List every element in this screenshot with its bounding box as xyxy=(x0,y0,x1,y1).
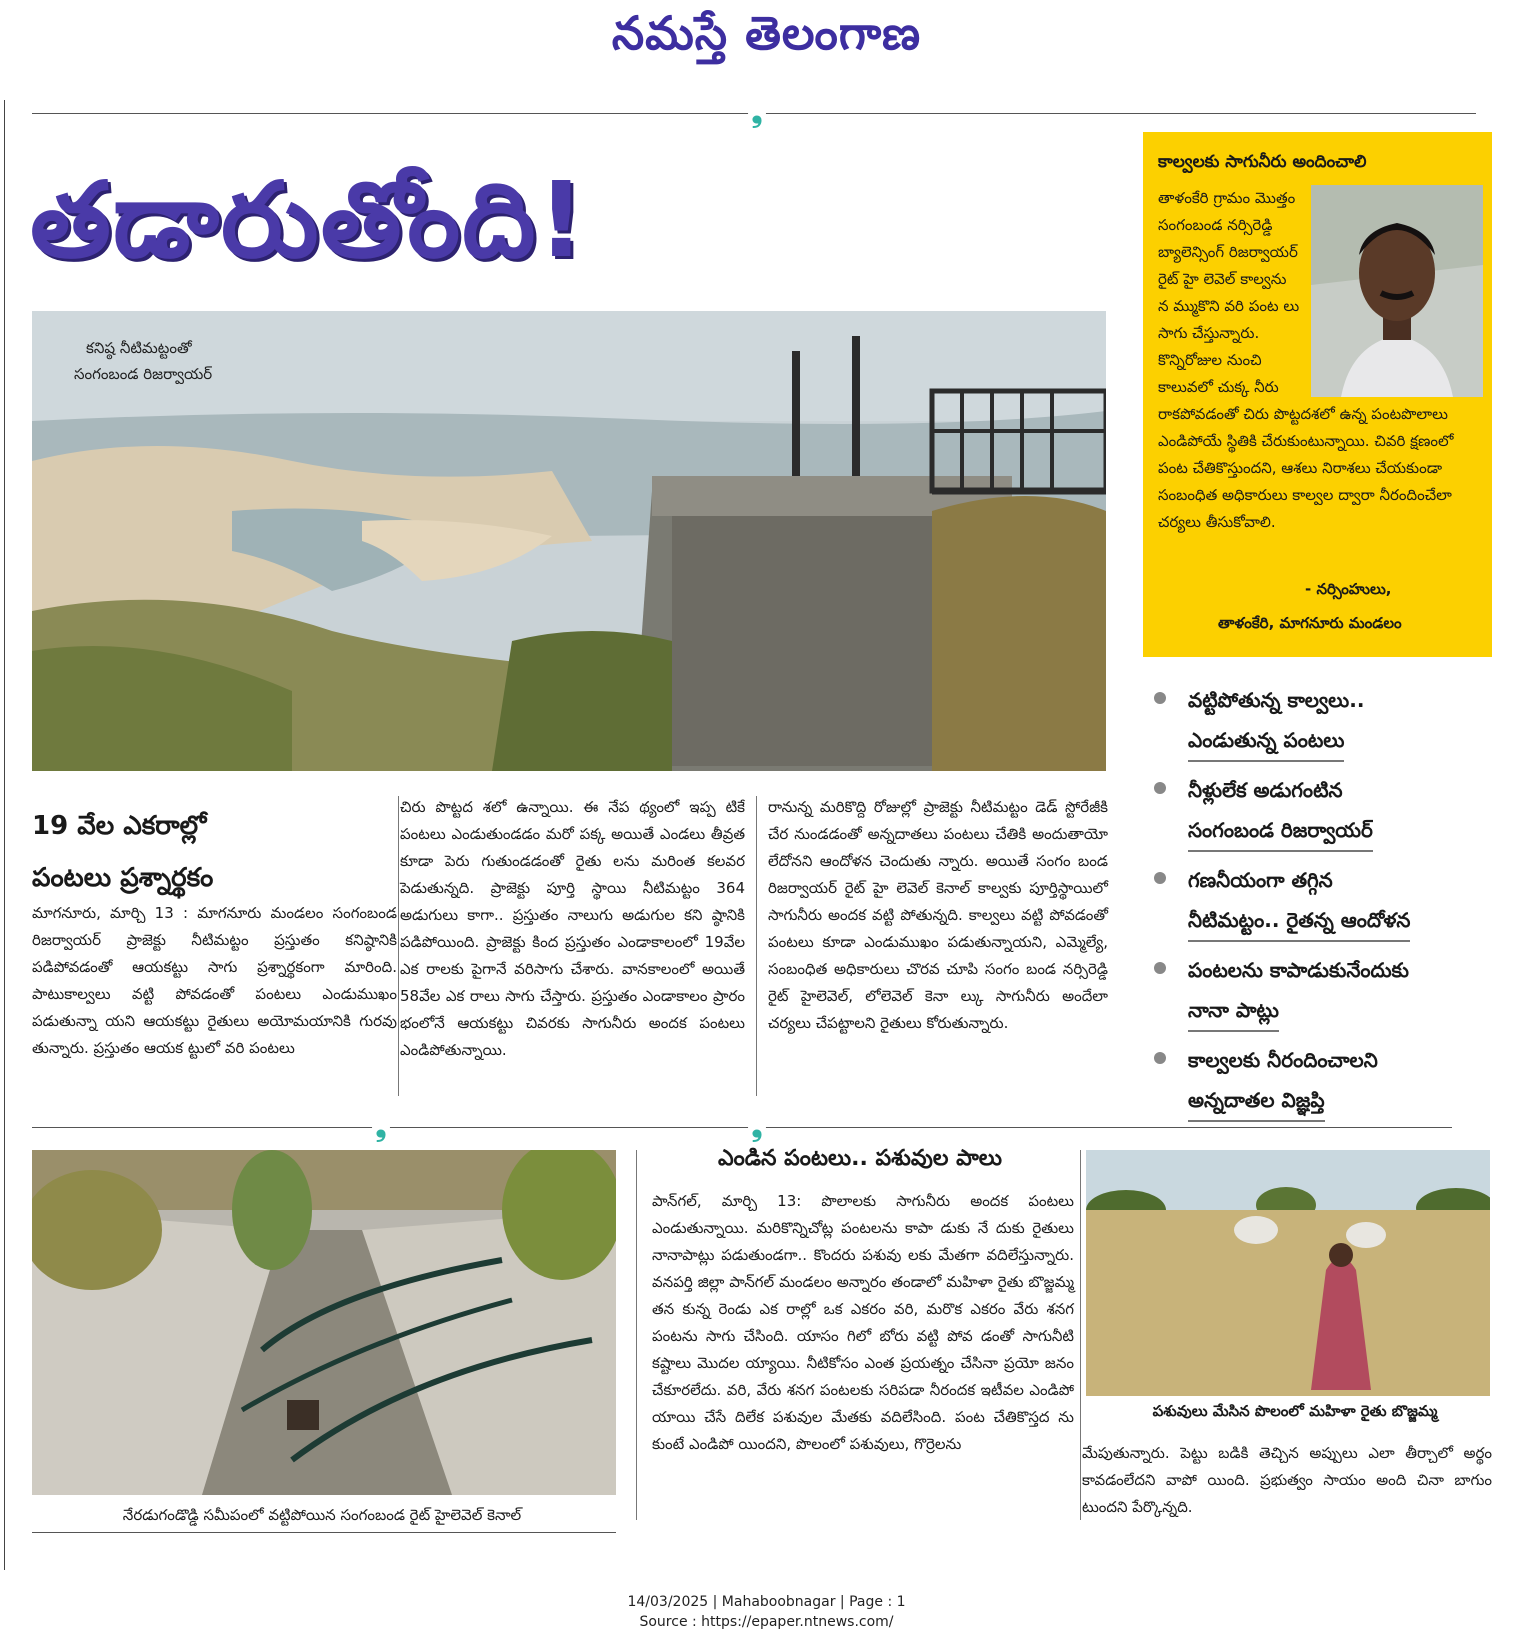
bullet-icon xyxy=(1154,962,1166,974)
farmer-field-caption: పశువులు మేసిన పొలంలో మహిళా రైతు బొజ్జమ్మ xyxy=(1152,1402,1438,1420)
bullet-icon xyxy=(1154,692,1166,704)
bullet-icon xyxy=(1154,782,1166,794)
subheading-line1: 19 వేల ఎకరాల్లో xyxy=(32,811,207,841)
highlight-item xyxy=(1148,1040,1488,1122)
highlight-line: నీటిమట్టం.. రైతన్న ఆందోళన xyxy=(1188,900,1410,942)
highlight-line: పంటలను కాపాడుకునేందుకు xyxy=(1188,958,1409,982)
farmer-name: - నర్సింహులు, xyxy=(1305,580,1392,598)
farmer-quote-text: తాళంకేరి గ్రామం మొత్తం సంగంబండ నర్సిరెడ్డి బ్యాలెన్సింగ్ రిజర్వాయర్ రైట్ హై లెవెల్ కాల్వను న మ్ముకొని వరి పంట లు సాగు చేస్తున్నారు. కొన్నిరోజుల నుంచి కాలువలో చుక్క నీరు రాకపోవడంతో చిరు పొట్టదశలో ఉన్న పంటపొలాలు ఎండిపోయే స్థితికి చేరుకుంటున్నాయి. చివరి క్షణంలో పంట చేతికొస్తుందని, ఆశలు నిరాశలు చేయకుండా సంబంధిత అధికారులు కాల్వల ద్వారా నీరందించేలా చర్యలు తీసుకోవాలి. xyxy=(1158,189,1454,531)
column-divider xyxy=(1080,1150,1081,1520)
article-column-1: మాగనూరు, మార్చి 13 : మాగనూరు మండలం సంగంబండ రిజర్వాయర్ ప్రాజెక్టు నీటిమట్టం ప్రస్తుతం కనిష్ఠానికి పడిపోవడంతో ఆయకట్టు సాగు ప్రశ్నార్థకంగా మారింది. పాటుకాల్వలు వట్టి పోవడంతో పంటలు ఎండుముఖం పడుతున్నా యని ఆయకట్టు రైతులు అయోమయానికి గురవు తున్నారు. ప్రస్తుతం ఆయక ట్టులో వరి పంటలు xyxy=(32,904,397,1057)
story3-body: మేపుతున్నారు. పెట్టు బడికి తెచ్చిన అప్పులు ఎలా తీర్చాలో అర్థం కావడంలేదని వాపో యింది. ప్రభుత్వం సాయం అంది చినా బాగుం టుందని పేర్కొన్నది. xyxy=(1082,1444,1492,1516)
section-divider xyxy=(32,1127,1452,1128)
farmer-field-photo xyxy=(1086,1150,1490,1396)
farmer-quote-title: కాల్వలకు సాగునీరు అందించాలి xyxy=(1158,152,1367,172)
highlight-line: కాల్వలకు నీరందించాలని xyxy=(1188,1048,1378,1072)
quote-icon: ❟ xyxy=(372,1118,390,1136)
quote-icon: ❟ xyxy=(748,1118,766,1136)
left-border xyxy=(4,100,5,1570)
masthead-logo: నమస్తే తెలంగాణ xyxy=(611,6,922,60)
highlights-list xyxy=(1148,680,1488,1130)
highlight-line: నానా పాట్లు xyxy=(1188,990,1279,1032)
farmer-place: తాళంకేరి, మాగనూరు మండలం xyxy=(1218,614,1402,632)
column-divider xyxy=(756,796,757,1096)
quote-icon: ❟ xyxy=(748,104,766,122)
highlight-item xyxy=(1148,770,1488,852)
highlight-line: ఎండుతున్న పంటలు xyxy=(1188,720,1344,762)
story2-title: ఎండిన పంటలు.. పశువుల పాలు xyxy=(717,1146,1002,1171)
farmer-portrait xyxy=(1311,185,1483,397)
photo-caption-line2: సంగంబండ రిజర్వాయర్ xyxy=(74,365,213,383)
highlight-line: అన్నదాతల విజ్ఞప్తి xyxy=(1188,1080,1325,1122)
column-divider xyxy=(636,1150,637,1520)
highlight-line: నీళ్లులేక అడుగంటిన xyxy=(1188,778,1343,802)
story2-body: పాన్‌గల్, మార్చి 13: పొలాలకు సాగునీరు అందక పంటలు ఎండుతున్నాయి. మరికొన్నిచోట్ల పంటలను కాపా డుకు నే దుకు రైతులు నానాపాట్లు పడుతుండగా.. కొందరు పశువు లకు మేతగా వదిలేస్తున్నారు. వనపర్తి జిల్లా పాన్‌గల్ మండలం అన్నారం తండాలో మహిళా రైతు బొజ్జమ్మ తన కున్న రెండు ఎక రాల్లో ఒక ఎకరం వరి, మరొక ఎకరం వేరు శనగ పంటను సాగు చేసింది. యాసం గిలో బోరు వట్టి పోవ డంతో సాగునీటి కష్టాలు మొదల య్యాయి. నీటికోసం ఎంత ప్రయత్నం చేసినా ప్రయో జనం చేకూరలేదు. వరి, వేరు శనగ పంటలకు సరిపడా నీరందక ఇటీవల ఎండిపో యాయి చేసే దిలేక పశువుల మేతకు వదిలేసింది. పంట చేతికొస్తద ను కుంటే ఎండిపో యిందని, పొలంలో పశువులు, గొర్రెలను xyxy=(652,1192,1074,1453)
caption-rule xyxy=(32,1532,616,1533)
farmer-quote-body xyxy=(1158,185,1483,536)
article-column-2: చిరు పొట్టద శలో ఉన్నాయి. ఈ నేప థ్యంలో ఇప్ప టికే పంటలు ఎండుతుండడం మరో పక్క అయితే ఎండలు తీవ్రత కూడా పెరు గుతుండడంతో రైతు లను మరింత కలవర పెడుతున్నది. ప్రాజెక్టు పూర్తి స్థాయి నీటిమట్టం 364 అడుగులు కాగా.. ప్రస్తుతం నాలుగు అడుగుల కని ష్ఠానికి పడిపోయింది. ప్రాజెక్టు కింద ప్రస్తుతం ఎండాకాలంలో 19వేల ఎక రాలకు పైగానే వరిసాగు చేశారు. వానకాలంలో అయితే 58వేల ఎక రాలు సాగు చేస్తారు. ప్రస్తుతం ఎండాకాలం ప్రారం భంలోనే ఆయకట్టు చివరకు సాగునీరు అందక పంటలు ఎండిపోతున్నాయి. xyxy=(400,798,745,1059)
bullet-icon xyxy=(1154,1052,1166,1064)
footer-edition: 14/03/2025 | Mahaboobnagar | Page : 1 xyxy=(627,1594,906,1610)
canal-photo-caption: నేరడుగండొడ్డి సమీపంలో వట్టిపోయిన సంగంబండ రైట్ హైలెవెల్ కెనాల్ xyxy=(122,1506,522,1524)
highlight-item xyxy=(1148,680,1488,762)
article-column-3: రానున్న మరికొద్ది రోజుల్లో ప్రాజెక్టు నీటిమట్టం డెడ్ స్టోరేజీకి చేర నుండడంతో అన్నదాతలు పంటలు చేతికి అందుతాయో లేదోనని ఆందోళన చెందుతు న్నారు. అయితే సంగం బండ రిజర్వాయర్ రైట్ హై లెవెల్ కెనాల్ కాల్వకు పూర్తిస్థాయిలో సాగునీరు అందక వట్టి పోతున్నది. కాల్వలు వట్టి పోవడంతో పంటలు కూడా ఎండుముఖం పడుతున్నాయని, ఎమ్మెల్యే, సంబంధిత అధికారులు చొరవ చూపి సంగం బండ నర్సిరెడ్డి రైట్ హైలెవెల్, లోలెవెల్ కెనా ల్కు సాగునీరు అందేలా చర్యలు చేపట్టాలని రైతులు కోరుతున్నారు. xyxy=(768,798,1108,1032)
subheading-line2: పంటలు ప్రశ్నార్థకం xyxy=(32,863,214,893)
photo-caption-line1: కనిష్ఠ నీటిమట్టంతో xyxy=(86,339,192,357)
canal-photo xyxy=(32,1150,616,1495)
highlight-line: సంగంబండ రిజర్వాయర్ xyxy=(1188,810,1373,852)
headline: తడారుతోంది! xyxy=(30,159,587,281)
footer-source: Source : https://epaper.ntnews.com/ xyxy=(639,1614,894,1630)
highlight-item xyxy=(1148,950,1488,1032)
column-divider xyxy=(398,796,399,1096)
article-subheading xyxy=(32,800,397,904)
highlight-line: వట్టిపోతున్న కాల్వలు.. xyxy=(1188,688,1365,712)
highlight-item xyxy=(1148,860,1488,942)
highlight-line: గణనీయంగా తగ్గిన xyxy=(1188,868,1333,892)
bullet-icon xyxy=(1154,872,1166,884)
